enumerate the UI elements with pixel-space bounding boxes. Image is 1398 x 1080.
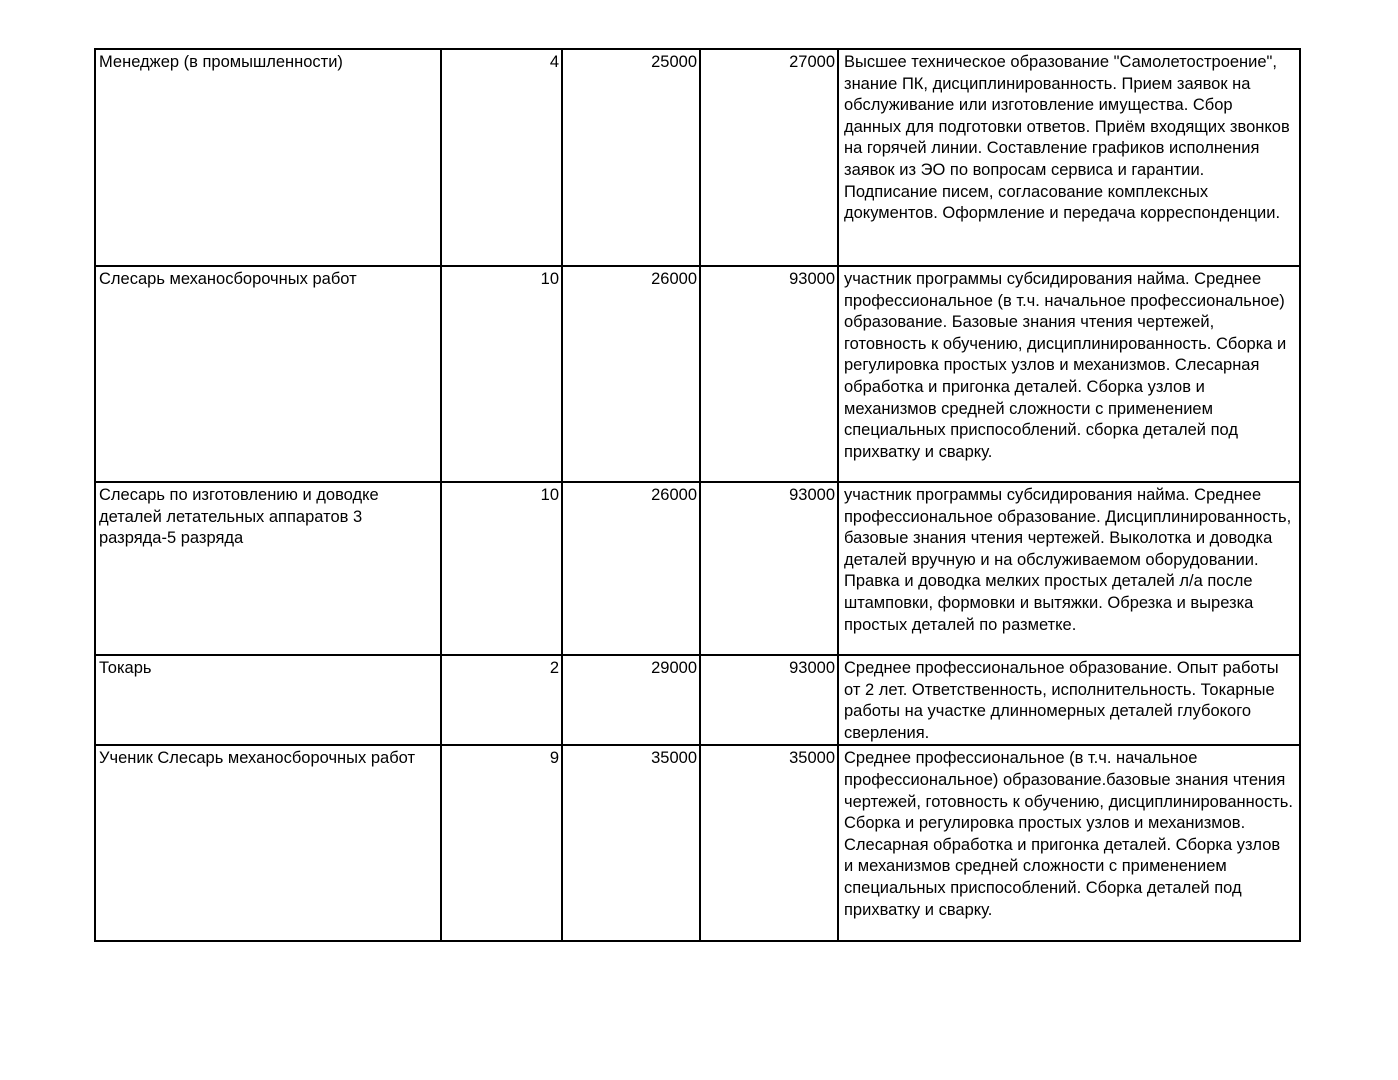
vacancy-count-cell: 10 [441, 482, 562, 655]
vacancy-table-body [95, 49, 1300, 941]
requirements-cell: Среднее профессиональное образование. Опыт работы от 2 лет. Ответственность, исполнительность. Токарные работы на участке длинномерных деталей глубокого сверления. [838, 655, 1300, 745]
vacancy-count-cell: 2 [441, 655, 562, 745]
salary-min-cell: 29000 [562, 655, 700, 745]
requirements-cell: Среднее профессиональное (в т.ч. начальное профессиональное) образование.базовые знания чтения чертежей, готовность к обучению, дисциплинированность. Сборка и регулировка простых узлов и механизмов. Слесарная обработка и пригонка деталей. Сборка узлов и механизмов средней сложности с применением специальных приспособлений. Сборка деталей под прихватку и сварку. [838, 745, 1300, 941]
table-row [95, 482, 1300, 655]
requirements-cell: участник программы субсидирования найма. Среднее профессиональное (в т.ч. начальное профессиональное) образование. Базовые знания чтения чертежей, готовность к обучению, дисциплинированность. Сборка и регулировка простых узлов и механизмов. Слесарная обработка и пригонка деталей. Сборка узлов и механизмов средней сложности с применением специальных приспособлений. сборка деталей под прихватку и сварку. [838, 266, 1300, 482]
requirements-cell: участник программы субсидирования найма. Среднее профессиональное образование. Дисциплинированность, базовые знания чтения чертежей. Выколотка и доводка деталей вручную и на обслуживаемом оборудовании. Правка и доводка мелких простых деталей л/а после штамповки, формовки и вытяжки. Обрезка и вырезка простых деталей по разметке. [838, 482, 1300, 655]
salary-max-cell: 93000 [700, 266, 838, 482]
job-title-cell: Слесарь по изготовлению и доводке деталей летательных аппаратов 3 разряда-5 разряда [95, 482, 441, 655]
job-title-cell: Слесарь механосборочных работ [95, 266, 441, 482]
job-title-cell: Ученик Слесарь механосборочных работ [95, 745, 441, 941]
salary-max-cell: 93000 [700, 655, 838, 745]
job-title-cell: Токарь [95, 655, 441, 745]
vacancy-count-cell: 10 [441, 266, 562, 482]
job-title-cell: Менеджер (в промышленности) [95, 49, 441, 266]
vacancy-count-cell: 4 [441, 49, 562, 266]
table-row [95, 745, 1300, 941]
salary-max-cell: 93000 [700, 482, 838, 655]
table-row [95, 655, 1300, 745]
requirements-cell: Высшее техническое образование "Самолетостроение", знание ПК, дисциплинированность. Прием заявок на обслуживание или изготовление имущества. Сбор данных для подготовки ответов. Приём входящих звонков на горячей линии. Составление графиков исполнения заявок из ЭО по вопросам сервиса и гарантии. Подписание писем, согласование комплексных документов. Оформление и передача корреспонденции. [838, 49, 1300, 266]
vacancy-count-cell: 9 [441, 745, 562, 941]
salary-min-cell: 35000 [562, 745, 700, 941]
salary-max-cell: 35000 [700, 745, 838, 941]
salary-min-cell: 26000 [562, 266, 700, 482]
vacancy-table [94, 48, 1301, 942]
salary-min-cell: 26000 [562, 482, 700, 655]
table-row [95, 49, 1300, 266]
table-row [95, 266, 1300, 482]
salary-min-cell: 25000 [562, 49, 700, 266]
salary-max-cell: 27000 [700, 49, 838, 266]
